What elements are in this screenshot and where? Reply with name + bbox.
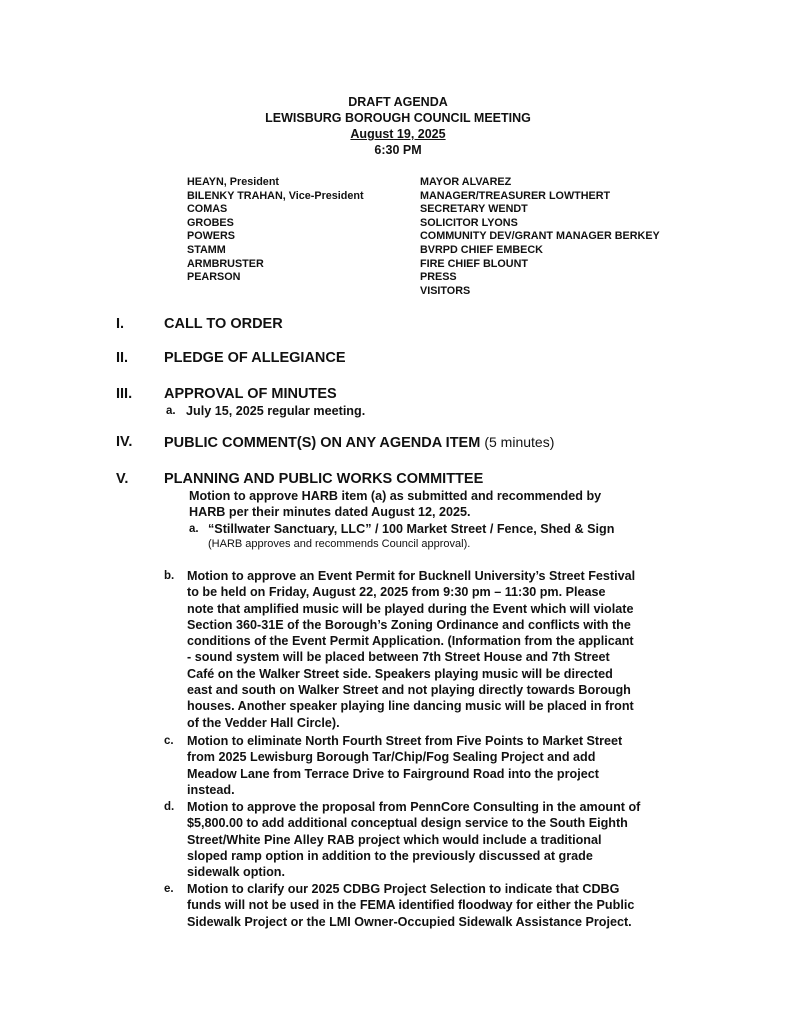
item-line: houses. Another speaker playing line dancing music will be placed in front	[187, 699, 634, 714]
council-member: HEAYN, President	[187, 176, 280, 188]
item-letter: a.	[166, 405, 176, 417]
item-text	[187, 733, 747, 798]
council-member: COMAS	[187, 203, 228, 216]
section-number: IV.	[116, 434, 133, 450]
item-text	[187, 568, 747, 731]
section-title-suffix: (5 minutes)	[484, 434, 555, 450]
item-line: Meadow Lane from Terrace Drive to Fairground Road into the project	[187, 766, 599, 781]
item-line: “Stillwater Sanctuary, LLC” / 100 Market Street / Fence, Shed & Sign	[208, 522, 615, 536]
item-letter: b.	[164, 570, 175, 582]
item-text	[208, 521, 768, 551]
item-letter: e.	[164, 883, 174, 895]
staff-member: MAYOR ALVAREZ	[420, 176, 512, 188]
section-title	[164, 433, 554, 452]
staff-member: COMMUNITY DEV/GRANT MANAGER BERKEY	[420, 230, 660, 243]
intro-line: HARB per their minutes dated August 12, 2025.	[189, 505, 471, 520]
section-number: II.	[116, 350, 129, 366]
header-meeting-name: LEWISBURG BOROUGH COUNCIL MEETING	[265, 111, 531, 125]
council-member: PEARSON	[187, 271, 241, 284]
section-title: PLANNING AND PUBLIC WORKS COMMITTEE	[164, 471, 484, 487]
header-date: August 19, 2025	[350, 127, 446, 141]
item-text	[187, 881, 747, 930]
item-line: to be held on Friday, August 22, 2025 from 9:30 pm – 11:30 pm. Please	[187, 585, 606, 600]
item-line: Sidewalk Project or the LMI Owner-Occupied Sidewalk Assistance Project.	[187, 914, 632, 929]
item-line: $5,800.00 to add additional conceptual design service to the South Eighth	[187, 816, 628, 831]
item-line: Motion to clarify our 2025 CDBG Project Selection to indicate that CDBG	[187, 882, 620, 896]
agenda-header	[0, 94, 796, 158]
staff-members	[420, 176, 660, 298]
staff-member: VISITORS	[420, 284, 471, 297]
section-number: V.	[116, 471, 129, 487]
staff-member: PRESS	[420, 271, 457, 284]
item-line: Street/White Pine Alley RAB project which would include a traditional	[187, 832, 602, 847]
item-line: funds will not be used in the FEMA identified floodway for either the Public	[187, 898, 635, 913]
item-line: instead.	[187, 782, 235, 797]
council-member: STAMM	[187, 243, 226, 256]
staff-member: SECRETARY WENDT	[420, 203, 528, 216]
item-text	[187, 799, 747, 880]
council-member: ARMBRUSTER	[187, 257, 264, 270]
council-member: BILENKY TRAHAN, Vice-President	[187, 189, 364, 202]
item-line: conditions of the Event Permit Application. (Information from the applicant	[187, 634, 634, 649]
intro-line: Motion to approve HARB item (a) as submitted and recommended by	[189, 489, 602, 503]
section-intro-motion	[189, 488, 601, 521]
header-time: 6:30 PM	[374, 143, 422, 157]
item-letter: d.	[164, 801, 175, 813]
item-letter: a.	[189, 523, 199, 535]
item-line: from 2025 Lewisburg Borough Tar/Chip/Fog Sealing Project and add	[187, 750, 596, 765]
item-line: Section 360-31E of the Borough’s Zoning Ordinance and conflicts with the	[187, 617, 631, 632]
section-number: I.	[116, 316, 125, 332]
item-line: - sound system will be placed between 7th Street House and 7th Street	[187, 650, 610, 665]
staff-member: FIRE CHIEF BLOUNT	[420, 257, 528, 270]
item-line: sloped ramp option in addition to the previously discussed at grade	[187, 848, 593, 863]
item-line: Café on the Walker Street side. Speakers playing music will be directed	[187, 666, 613, 681]
staff-member: SOLICITOR LYONS	[420, 216, 518, 229]
staff-member: BVRPD CHIEF EMBECK	[420, 243, 543, 256]
item-line: of the Vedder Hall Circle).	[187, 715, 340, 730]
item-line: Motion to eliminate North Fourth Street from Five Points to Market Street	[187, 734, 623, 748]
header-title: DRAFT AGENDA	[348, 95, 448, 109]
council-members	[187, 176, 364, 285]
item-text	[186, 403, 746, 419]
item-line: east and south on Walker Street and not playing directly towards Borough	[187, 683, 631, 698]
section-title: CALL TO ORDER	[164, 316, 283, 332]
section-title-text: PUBLIC COMMENT(S) ON ANY AGENDA ITEM	[164, 435, 481, 451]
council-member: GROBES	[187, 216, 234, 229]
item-line: sidewalk option.	[187, 865, 285, 880]
staff-member: MANAGER/TREASURER LOWTHERT	[420, 189, 611, 202]
section-number: III.	[116, 386, 133, 402]
item-letter: c.	[164, 735, 174, 747]
item-line: Motion to approve the proposal from PennCore Consulting in the amount of	[187, 800, 641, 814]
section-title: APPROVAL OF MINUTES	[164, 386, 337, 402]
item-note: (HARB approves and recommends Council approval).	[208, 538, 471, 551]
item-line: July 15, 2025 regular meeting.	[186, 404, 366, 418]
section-title: PLEDGE OF ALLEGIANCE	[164, 350, 346, 366]
item-line: Motion to approve an Event Permit for Bucknell University’s Street Festival	[187, 569, 636, 583]
council-member: POWERS	[187, 230, 235, 243]
item-line: note that amplified music will be played during the Event which will violate	[187, 601, 634, 616]
